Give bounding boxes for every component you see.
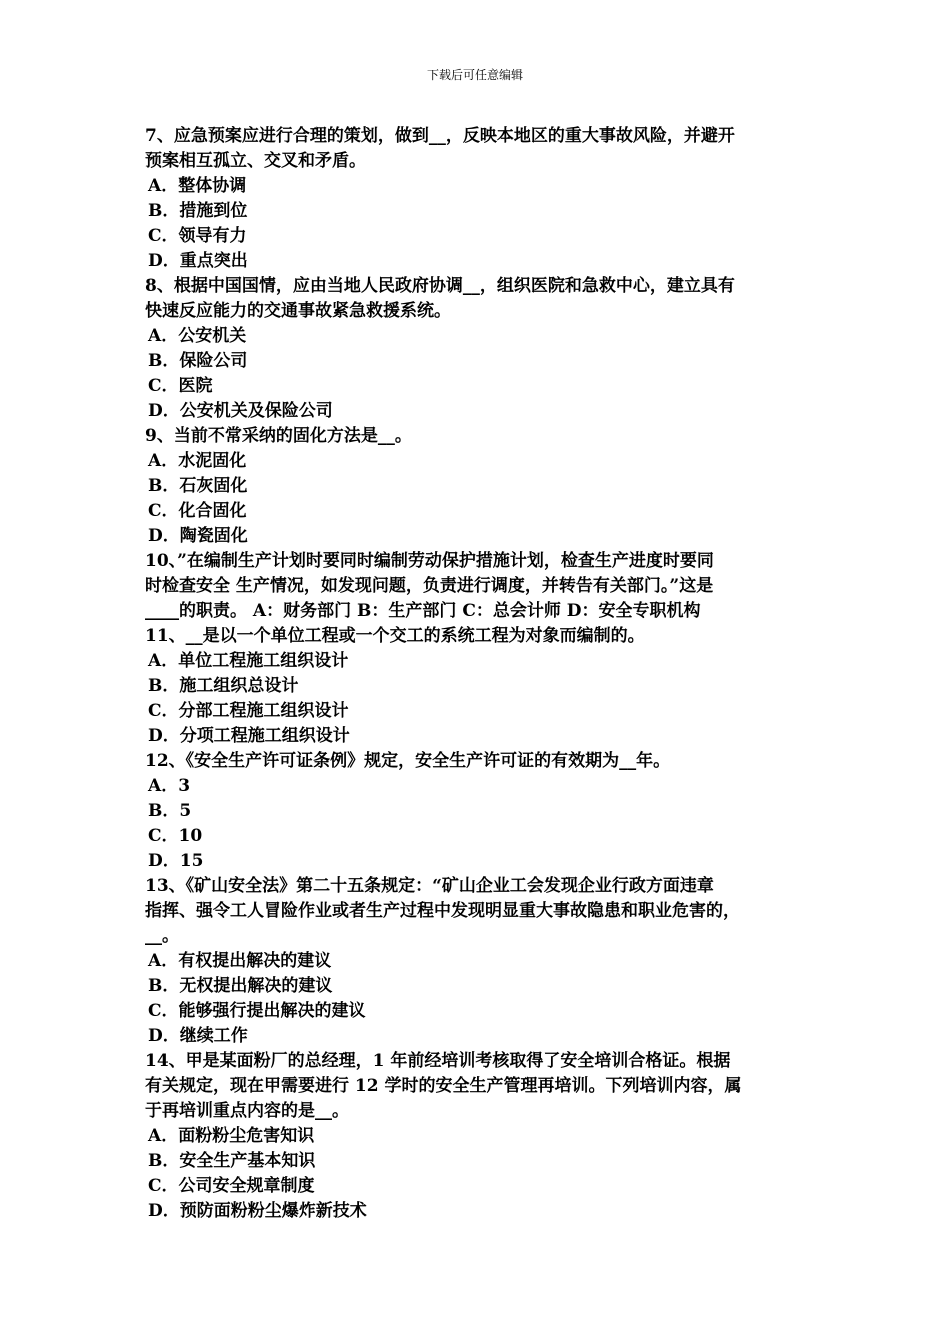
question-text-line: 11、__是以一个单位工程或一个交工的系统工程为对象而编制的。	[145, 626, 645, 646]
answer-option: D．分项工程施工组织设计	[148, 726, 350, 746]
answer-option: A．单位工程施工组织设计	[148, 651, 349, 671]
answer-option: B．施工组织总设计	[148, 676, 299, 696]
question-text-line: __。	[145, 926, 179, 946]
answer-option: A．整体协调	[148, 176, 247, 196]
question-list	[145, 124, 825, 1224]
question-text-line: 指挥、强令工人冒险作业或者生产过程中发现明显重大事故隐患和职业危害的，	[145, 901, 740, 921]
question-block	[145, 424, 825, 549]
question-text-line: 13、《矿山安全法》第二十五条规定：“矿山企业工会发现企业行政方面违章	[145, 876, 714, 896]
answer-option: A．面粉粉尘危害知识	[148, 1126, 315, 1146]
answer-option: C．能够强行提出解决的建议	[148, 1001, 366, 1021]
answer-option: B．安全生产基本知识	[148, 1151, 316, 1171]
answer-option: D．15	[148, 851, 204, 871]
answer-option: C．医院	[148, 376, 213, 396]
answer-option: B．无权提出解决的建议	[148, 976, 333, 996]
page-header: 下载后可任意编辑	[426, 68, 523, 82]
answer-option: C．领导有力	[148, 226, 247, 246]
answer-option: A．水泥固化	[148, 451, 247, 471]
answer-option: B．措施到位	[148, 201, 248, 221]
answer-option: B．5	[148, 801, 192, 821]
answer-option: A．公安机关	[148, 326, 247, 346]
question-text-line: 7、应急预案应进行合理的策划，做到__，反映本地区的重大事故风险，并避开	[145, 126, 735, 146]
question-block	[145, 549, 825, 624]
answer-option: D．陶瓷固化	[148, 526, 248, 546]
question-block	[145, 624, 825, 749]
question-block	[145, 274, 825, 424]
answer-option: D．公安机关及保险公司	[148, 401, 333, 421]
answer-option: C．化合固化	[148, 501, 247, 521]
answer-option: B．石灰固化	[148, 476, 248, 496]
answer-option: B．保险公司	[148, 351, 248, 371]
question-block	[145, 874, 825, 1049]
question-block	[145, 1049, 825, 1224]
question-block	[145, 124, 825, 274]
answer-option: C．公司安全规章制度	[148, 1176, 315, 1196]
answer-option: A．有权提出解决的建议	[148, 951, 332, 971]
question-text-line: 预案相互孤立、交叉和矛盾。	[145, 151, 366, 171]
question-text-line: 有关规定，现在甲需要进行 12 学时的安全生产管理再培训。下列培训内容，属	[145, 1076, 742, 1096]
question-text-line: 快速反应能力的交通事故紧急救援系统。	[145, 301, 451, 321]
question-text-line: 9、当前不常采纳的固化方法是__。	[145, 426, 412, 446]
question-text-line: 于再培训重点内容的是__。	[145, 1101, 349, 1121]
answer-option: C．分部工程施工组织设计	[148, 701, 349, 721]
answer-option: D．重点突出	[148, 251, 248, 271]
answer-option: D．预防面粉粉尘爆炸新技术	[148, 1201, 367, 1221]
answer-option: A．3	[148, 776, 191, 796]
question-text-line: 时检查安全 生产情况，如发现问题，负责进行调度，并转告有关部门。”这是	[145, 576, 714, 596]
question-text-line: 10、”在编制生产计划时要同时编制劳动保护措施计划，检查生产进度时要同	[145, 551, 714, 571]
question-text-line: 14、甲是某面粉厂的总经理，1 年前经培训考核取得了安全培训合格证。根据	[145, 1051, 731, 1071]
answer-option: D．继续工作	[148, 1026, 248, 1046]
answer-option: C．10	[148, 826, 203, 846]
question-block	[145, 749, 825, 874]
question-text-line: 8、根据中国国情，应由当地人民政府协调__，组织医院和急救中心，建立具有	[145, 276, 735, 296]
question-text-line: 12、《安全生产许可证条例》规定，安全生产许可证的有效期为__年。	[145, 751, 671, 771]
question-text-line: ____的职责。 A：财务部门 B：生产部门 C：总会计师 D：安全专职机构	[145, 601, 701, 621]
